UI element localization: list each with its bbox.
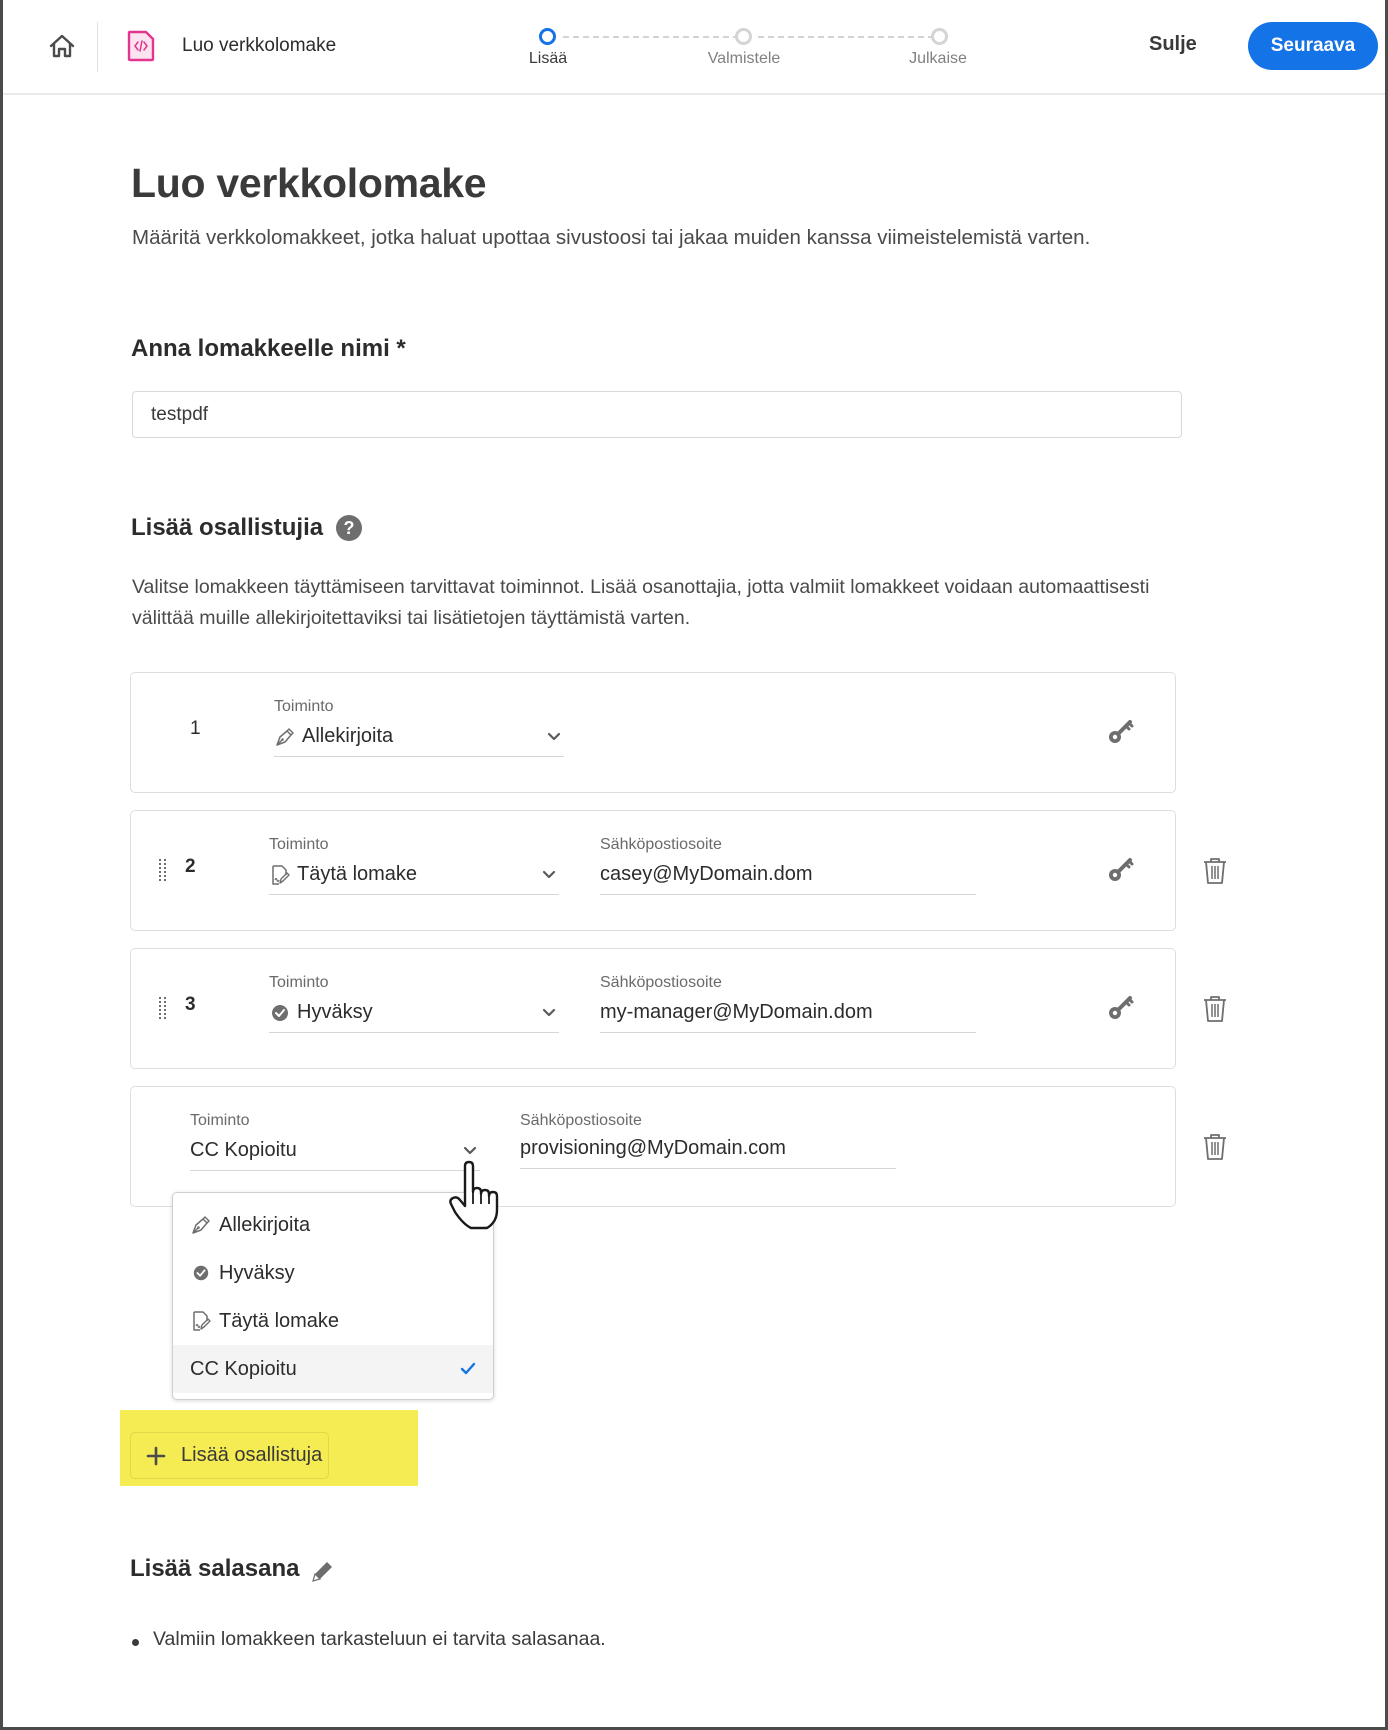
- participant-number: 1: [190, 718, 201, 739]
- menu-item-fill-form[interactable]: [173, 1297, 493, 1345]
- email-label: Sähköpostiosoite: [520, 1112, 642, 1129]
- menu-item-label: CC Kopioitu: [190, 1357, 297, 1380]
- chevron-down-icon: [462, 1143, 478, 1159]
- check-circle-icon: [190, 1262, 212, 1284]
- step-connector: [758, 36, 934, 38]
- check-circle-icon: [269, 1002, 291, 1024]
- window-frame-left: [0, 0, 3, 1730]
- step-dot-publish[interactable]: [931, 28, 948, 45]
- menu-item-label: Täytä lomake: [219, 1309, 340, 1332]
- step-label-prepare[interactable]: Valmistele: [707, 50, 781, 67]
- action-value: CC Kopioitu: [190, 1139, 297, 1161]
- action-label: Toiminto: [190, 1112, 250, 1129]
- key-icon[interactable]: [1106, 993, 1136, 1023]
- step-connector: [563, 36, 739, 38]
- participants-description: Valitse lomakkeen täyttämiseen tarvittavat toiminnot. Lisää osanottajia, jotta valmiit lomakkeet voidaan automaattisesti välittää muille allekirjoitettaviksi tai lisätietojen täyttämistä varten.: [132, 576, 1150, 629]
- pen-icon: [190, 1214, 212, 1236]
- page-title: Luo verkkolomake: [131, 160, 487, 206]
- delete-participant-trash-icon[interactable]: [1202, 1132, 1228, 1162]
- form-name-input[interactable]: [132, 391, 1182, 438]
- action-value: Allekirjoita: [302, 725, 394, 747]
- menu-item-label: Hyväksy: [219, 1261, 295, 1284]
- chevron-down-icon: [546, 729, 562, 745]
- menu-item-approve[interactable]: [173, 1249, 493, 1297]
- action-value: Täytä lomake: [297, 863, 418, 885]
- participant-number: 3: [185, 994, 196, 1015]
- password-note: Valmiin lomakkeen tarkasteluun ei tarvita salasanaa.: [130, 1628, 606, 1651]
- action-value: Hyväksy: [297, 1001, 373, 1023]
- page-subtitle: Määritä verkkolomakkeet, jotka haluat upottaa sivustoosi tai jakaa muiden kanssa viimeistelemistä varten.: [132, 226, 1091, 249]
- plus-icon: [145, 1445, 167, 1467]
- menu-item-sign[interactable]: [173, 1201, 493, 1249]
- menu-item-cc[interactable]: [173, 1345, 493, 1393]
- add-participant-label: Lisää osallistuja: [181, 1444, 323, 1466]
- drag-handle-icon[interactable]: [159, 997, 167, 1021]
- action-select[interactable]: [190, 1131, 480, 1171]
- checkmark-icon: [459, 1360, 477, 1378]
- action-label: Toiminto: [274, 698, 334, 715]
- email-input[interactable]: my-manager@MyDomain.dom: [600, 993, 976, 1033]
- drag-handle-icon[interactable]: [159, 859, 167, 883]
- chevron-down-icon: [541, 867, 557, 883]
- step-label-add[interactable]: Lisää: [528, 50, 568, 67]
- email-label: Sähköpostiosoite: [600, 836, 722, 853]
- password-heading: Lisää salasana: [130, 1555, 300, 1582]
- action-label: Toiminto: [269, 974, 329, 991]
- email-label: Sähköpostiosoite: [600, 974, 722, 991]
- delete-participant-trash-icon[interactable]: [1202, 994, 1228, 1024]
- action-label: Toiminto: [269, 836, 329, 853]
- participant-row: [130, 810, 1176, 931]
- participant-row: [130, 948, 1176, 1069]
- participant-number: 2: [185, 856, 196, 877]
- delete-participant-trash-icon[interactable]: [1202, 856, 1228, 886]
- email-input[interactable]: casey@MyDomain.dom: [600, 855, 976, 895]
- menu-item-label: Allekirjoita: [219, 1213, 311, 1236]
- form-name-heading: Anna lomakkeelle nimi *: [131, 335, 406, 362]
- fill-form-icon: [269, 864, 291, 886]
- participant-row-cc: [130, 1086, 1176, 1207]
- chevron-down-icon: [541, 1005, 557, 1021]
- key-icon[interactable]: [1106, 855, 1136, 885]
- key-icon[interactable]: [1106, 717, 1136, 747]
- close-button[interactable]: Sulje: [1149, 33, 1197, 55]
- action-select[interactable]: [274, 717, 564, 757]
- participant-row: [130, 672, 1176, 793]
- next-button[interactable]: Seuraava: [1248, 22, 1378, 70]
- app-title: Luo verkkolomake: [182, 35, 337, 56]
- action-select[interactable]: [269, 855, 559, 895]
- step-dot-prepare[interactable]: [735, 28, 752, 45]
- pen-icon: [274, 726, 296, 748]
- help-icon[interactable]: ?: [336, 515, 362, 541]
- action-select[interactable]: [269, 993, 559, 1033]
- step-dot-add[interactable]: [539, 28, 556, 45]
- step-label-publish[interactable]: Julkaise: [909, 50, 967, 67]
- edit-pencil-icon[interactable]: [308, 1558, 336, 1586]
- top-header: [3, 0, 1385, 95]
- participants-heading: Lisää osallistujia: [131, 514, 324, 541]
- add-participant-button[interactable]: [130, 1432, 329, 1479]
- action-dropdown-menu: [172, 1192, 494, 1400]
- password-notes: [130, 1628, 606, 1651]
- email-input[interactable]: provisioning@MyDomain.com: [520, 1129, 896, 1169]
- fill-form-icon: [190, 1310, 212, 1332]
